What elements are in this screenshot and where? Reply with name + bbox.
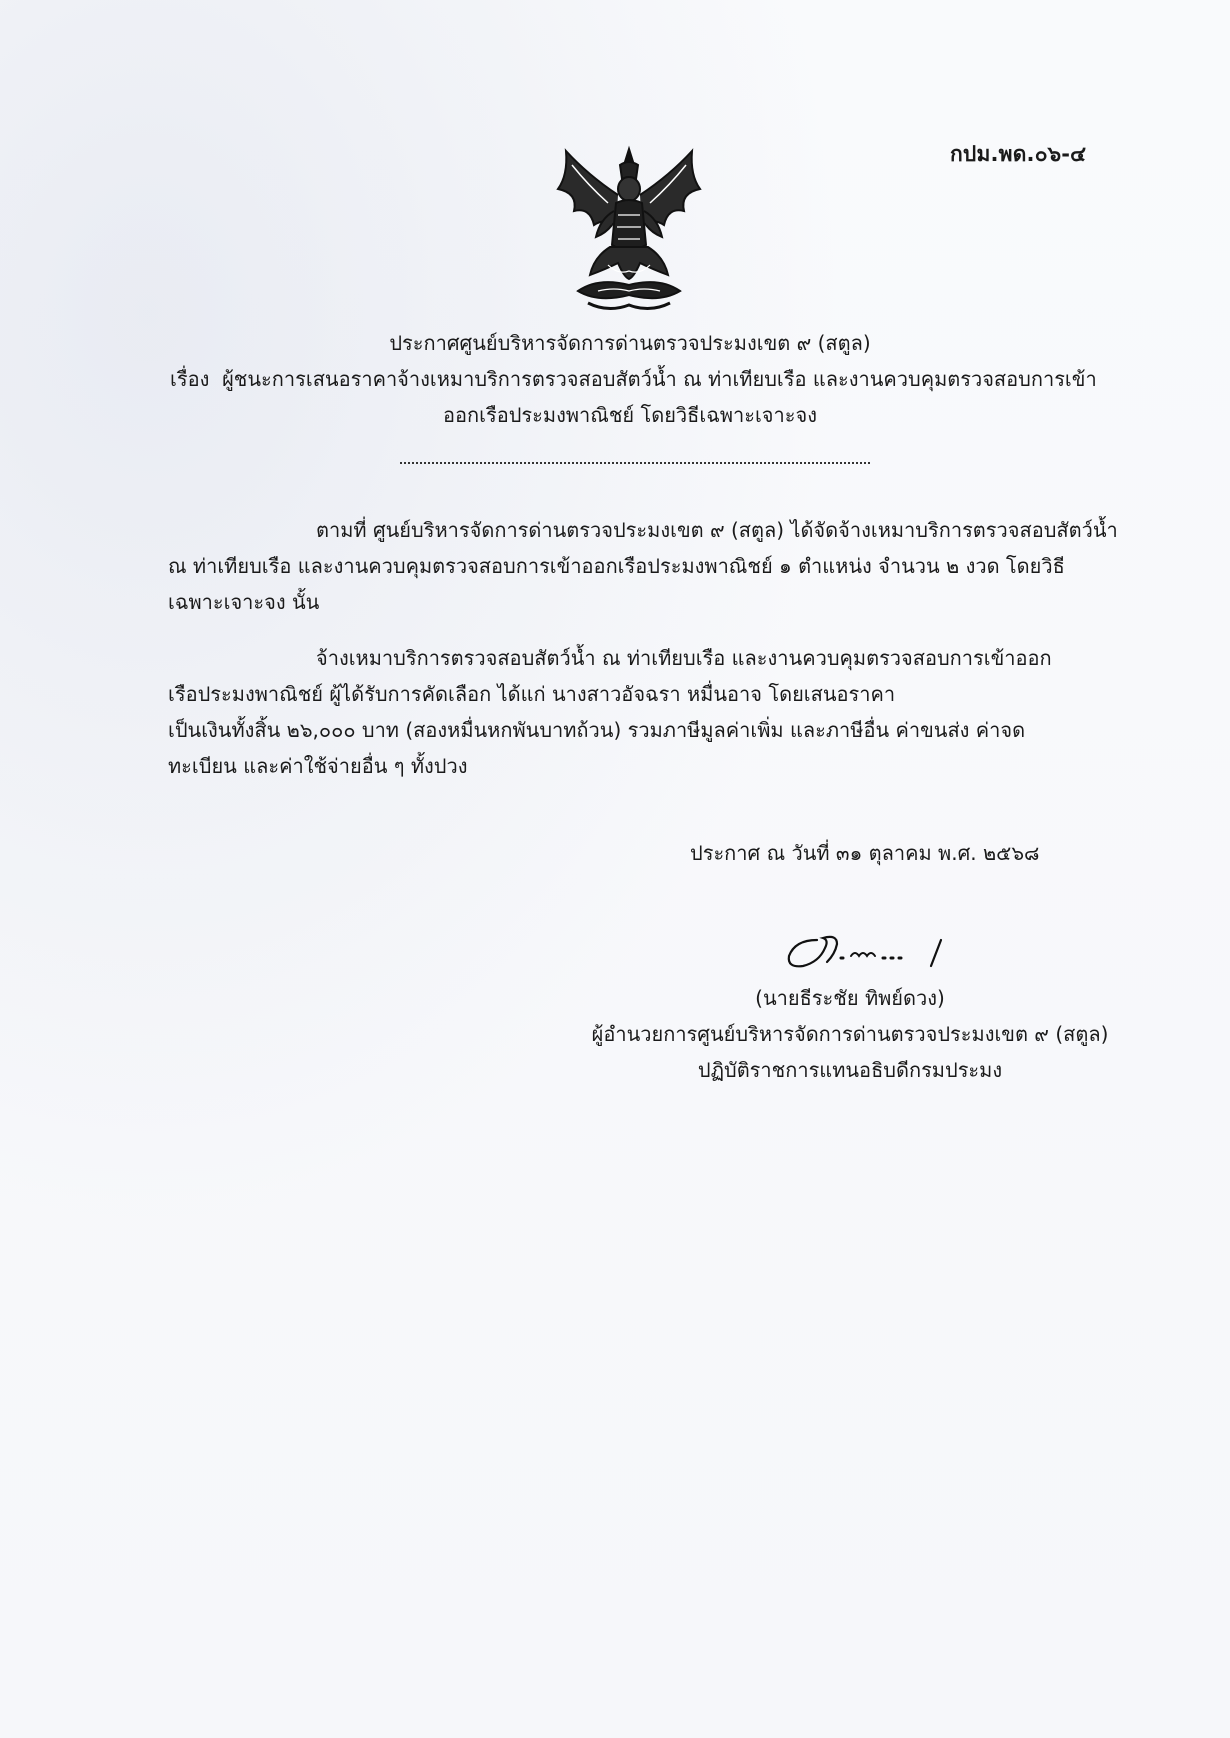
document-code: กปม.พด.๐๖-๔ xyxy=(950,142,1087,166)
paragraph-2-line-2: เรือประมงพาณิชย์ ผู้ได้รับการคัดเลือก ได้แก่ นางสาวอัจฉรา หมื่นอาจ โดยเสนอราคา xyxy=(168,682,896,706)
paragraph-2-line-4: ทะเบียน และค่าใช้จ่ายอื่น ๆ ทั้งปวง xyxy=(168,754,468,778)
paragraph-2 xyxy=(168,640,1110,784)
signer-title: ผู้อำนวยการศูนย์บริหารจัดการด่านตรวจประมงเขต ๙ (สตูล) xyxy=(591,1022,1109,1046)
signer-name: (นายธีระชัย ทิพย์ดวง) xyxy=(755,986,945,1010)
paragraph-1-line-3: เฉพาะเจาะจง นั้น xyxy=(168,590,320,614)
subject-label: เรื่อง xyxy=(170,367,210,391)
dotted-divider xyxy=(400,462,870,464)
handwritten-signature xyxy=(775,918,975,978)
subject-line-2: ออกเรือประมงพาณิชย์ โดยวิธีเฉพาะเจาะจง xyxy=(443,403,817,427)
signer-role: ปฏิบัติราชการแทนอธิบดีกรมประมง xyxy=(697,1058,1003,1082)
subject-text-1: ผู้ชนะการเสนอราคาจ้างเหมาบริการตรวจสอบสัตว์น้ำ ณ ท่าเทียบเรือ และงานควบคุมตรวจสอบการเข้า xyxy=(222,367,1097,391)
paragraph-2-line-3: เป็นเงินทั้งสิ้น ๒๖,๐๐๐ บาท (สองหมื่นหกพันบาทถ้วน) รวมภาษีมูลค่าเพิ่ม และภาษีอื่น ค่าขนส่ง ค่าจด xyxy=(168,718,1026,742)
announce-date: ประกาศ ณ วันที่ ๓๑ ตุลาคม พ.ศ. ๒๕๖๘ xyxy=(690,841,1040,865)
paragraph-1 xyxy=(168,512,1118,620)
signature-block xyxy=(560,980,1140,1088)
paragraph-2-line-1: จ้างเหมาบริการตรวจสอบสัตว์น้ำ ณ ท่าเทียบเรือ และงานควบคุมตรวจสอบการเข้าออก xyxy=(316,646,1052,670)
paragraph-1-line-1: ตามที่ ศูนย์บริหารจัดการด่านตรวจประมงเขต ๙ (สตูล) ได้จัดจ้างเหมาบริการตรวจสอบสัตว์น้ำ xyxy=(316,518,1118,542)
paragraph-1-line-2: ณ ท่าเทียบเรือ และงานควบคุมตรวจสอบการเข้าออกเรือประมงพาณิชย์ ๑ ตำแหน่ง จำนวน ๒ งวด โดยวิธี xyxy=(168,554,1065,578)
garuda-emblem-icon xyxy=(548,145,710,315)
subject-line-1 xyxy=(170,361,1120,397)
announcement-heading: ประกาศศูนย์บริหารจัดการด่านตรวจประมงเขต ๙ (สตูล) xyxy=(389,331,871,355)
